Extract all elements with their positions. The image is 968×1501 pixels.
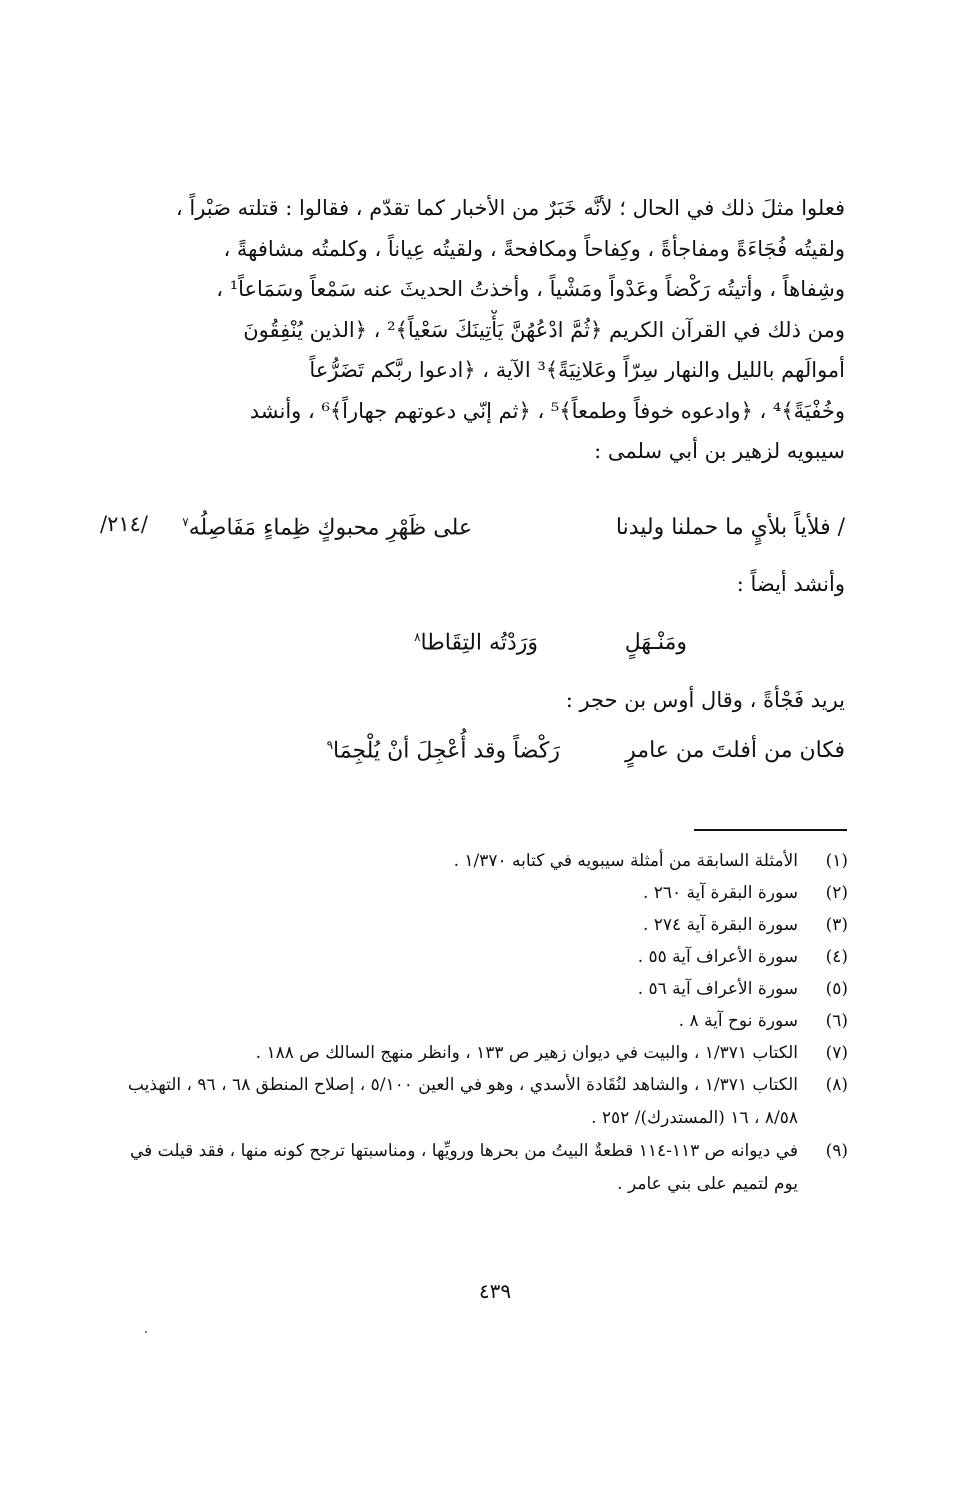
body-line: أموالَهم بالليل والنهار سِرّاً وعَلانِيَةً﴾³ الآية ، ﴿ادعوا ربَّكم تَضَرُّعاً <box>309 358 845 382</box>
body-paragraph <box>123 188 845 472</box>
verse1-second-hemistich <box>182 515 472 540</box>
footnote-item <box>126 941 848 973</box>
verse2-first-word: ومَنْـهَلٍ <box>624 630 687 655</box>
verse2-second-part <box>414 630 538 655</box>
body-line: وخُفْيَةً﴾⁴ ، ﴿وادعوه خوفاً وطمعاً﴾⁵ ، ﴿ثم إنّي دعوتهم جهاراً﴾⁶ ، وأنشد <box>249 398 845 423</box>
footnote-number: (٦) <box>825 1011 848 1031</box>
body-line: فعلوا مثلَ ذلك في الحال ؛ لأنَّه خَبَرٌ من الأخبار كما تقدّم ، فقالوا : قتلته صَبْراً ، <box>175 196 845 220</box>
footnote-item <box>126 1037 848 1069</box>
scan-speck <box>145 1331 147 1333</box>
verse1-first-hemistich: / فلأياً بلأيٍ ما حملنا وليدنا <box>615 515 845 540</box>
body-line: سيبويه لزهير بن أبي سلمى : <box>594 439 845 463</box>
verse3-first-hemistich: فكان من أفلتَ من عامرٍ <box>625 738 845 763</box>
verse3-second-text: رَكْضاً وقد أُعْجِلَ أنْ يُلْجِمَا <box>333 738 560 764</box>
footnote-number: (٢) <box>825 883 848 903</box>
footnote-number: (٥) <box>825 979 848 999</box>
footnote-text: سورة الأعراف آية ٥٦ . <box>637 979 798 999</box>
footnote-number: (١) <box>825 851 848 871</box>
footnote-number: (٨) <box>825 1075 848 1095</box>
footnote-text: سورة البقرة آية ٢٦٠ . <box>642 883 798 903</box>
footnote-item <box>126 909 848 941</box>
footnote-item <box>126 1135 848 1201</box>
verse1-second-text: على ظَهْرِ محبوكٍ ظِماءٍ مَفَاصِلُه <box>188 515 472 541</box>
footnote-item <box>126 877 848 909</box>
footnote-text: سورة نوح آية ٨ . <box>678 1011 798 1031</box>
footnote-text: سورة الأعراف آية ٥٥ . <box>637 947 798 967</box>
footnote-separator <box>694 829 847 831</box>
intro-line: وأنشد أيضاً : <box>736 572 845 596</box>
margin-page-reference: /٢١٤/ <box>100 512 148 536</box>
body-line: ومن ذلك في القرآن الكريم ﴿ثُمَّ ادْعُهُنَّ يَأْتِينَكَ سَعْياً﴾² ، ﴿الذين يُنْفِقُونَ <box>243 317 845 342</box>
footnote-text: الكتاب ١/٣٧١ ، والبيت في ديوان زهير ص ١٣٣ ، وانظر منهج السالك ص ١٨٨ . <box>255 1043 798 1063</box>
body-line: وشِفاهاً ، وأتيتُه رَكْضاً وعَدْواً ومَشْياً ، وأخذتُ الحديثَ عنه سَمْعاً وسَمَاعاً¹ ، <box>216 277 845 301</box>
footnote-item <box>126 845 848 877</box>
footnote-item <box>126 1005 848 1037</box>
footnote-mark: ٧ <box>182 515 189 529</box>
footnote-number: (٣) <box>825 915 848 935</box>
footnote-number: (٩) <box>825 1141 848 1161</box>
footnote-text: سورة البقرة آية ٢٧٤ . <box>642 915 798 935</box>
footnotes <box>126 845 848 1201</box>
page-number: ٤٣٩ <box>478 1279 512 1303</box>
footnote-mark: ٩ <box>326 738 334 752</box>
body-line: ولقيتُه فُجَاءَةً ومفاجأةً ، وكِفاحاً ومكافحةً ، ولقيتُه عِياناً ، وكلمتُه مشافهةً ، <box>223 236 845 261</box>
footnote-number: (٧) <box>825 1043 848 1063</box>
intro-line: يريد فَجْأةً ، وقال أوس بن حجر : <box>565 688 845 712</box>
footnote-text: في ديوانه ص ١١٣-١١٤ قطعةٌ البيتُ من بحرها ورويِّها ، ومناسبتها ترجح كونه منها ، فقد قيلت في يوم لتميم على بني عامر . <box>129 1141 798 1194</box>
footnote-text: الأمثلة السابقة من أمثلة سيبويه في كتابه ١/٣٧٠ . <box>453 851 798 871</box>
footnote-number: (٤) <box>825 947 848 967</box>
footnote-item <box>126 1069 848 1135</box>
verse2-second-text: وَرَدْتُه التِقَاطا <box>420 630 538 656</box>
footnote-item <box>126 973 848 1005</box>
verse3-second-hemistich <box>327 738 560 763</box>
footnote-text: الكتاب ١/٣٧١ ، والشاهد لنُقَادة الأسدي ، وهو في العين ٥/١٠٠ ، إصلاح المنطق ٦٨ ، ٩٦ ، التهذيب ٨/٥٨ ، ١٦ (المستدرك)/ ٢٥٢ . <box>127 1075 798 1128</box>
footnote-mark: ٨ <box>414 630 421 644</box>
